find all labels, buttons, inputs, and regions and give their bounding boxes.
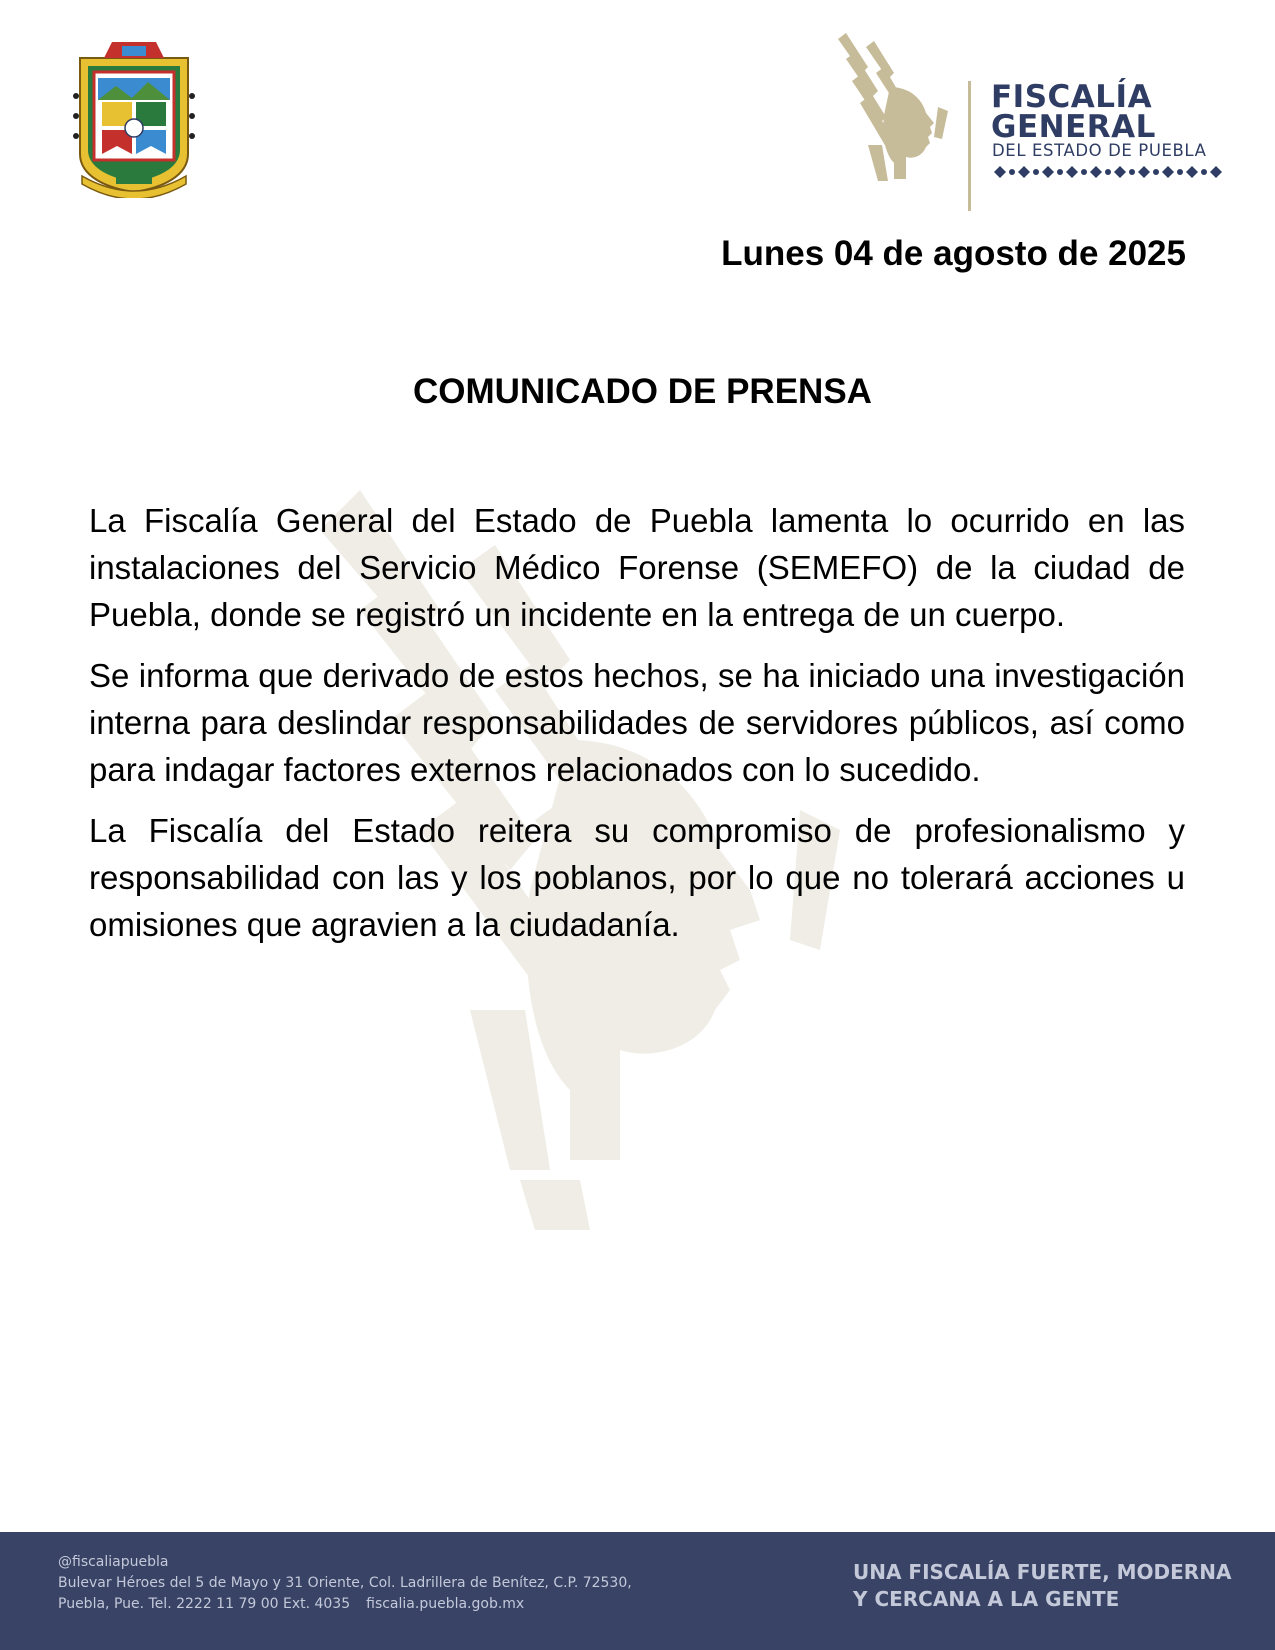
body-paragraph: La Fiscalía General del Estado de Puebla lamenta lo ocurrido en las instalaciones del Servicio Médico Forense (SEMEFO) de la ciudad de Puebla, donde se registró un incidente en la entrega de un cuerpo. — [89, 502, 1185, 633]
footer-address-line2: Puebla, Pue. Tel. 2222 11 79 00 Ext. 4035 — [58, 1596, 351, 1612]
footer-address-line1: Bulevar Héroes del 5 de Mayo y 31 Oriente, Col. Ladrillera de Benítez, C.P. 72530, — [58, 1575, 632, 1591]
release-body — [89, 497, 1185, 962]
page-footer — [0, 1532, 1275, 1650]
page-title: COMUNICADO DE PRENSA — [413, 372, 872, 411]
fge-name-line3: DEL ESTADO DE PUEBLA — [992, 141, 1207, 160]
footer-website-link[interactable]: fiscalia.puebla.gob.mx — [366, 1596, 525, 1612]
release-date: Lunes 04 de agosto de 2025 — [721, 234, 1186, 273]
slogan-line2: Y CERCANA A LA GENTE — [853, 1587, 1120, 1611]
footer-slogan — [853, 1559, 1231, 1613]
slogan-line1: UNA FISCALÍA FUERTE, MODERNA — [853, 1560, 1232, 1584]
puebla-state-seal-icon — [72, 36, 196, 198]
social-handle: @fiscaliapuebla — [58, 1554, 169, 1570]
body-paragraph: La Fiscalía del Estado reitera su compromiso de profesionalismo y responsabilidad con las y los poblanos, por lo que no tolerará acciones u omisiones que agravien a la ciudadanía. — [89, 812, 1185, 943]
talavera-pattern-icon — [992, 164, 1230, 180]
fiscalia-profile-head-icon — [838, 33, 956, 183]
footer-address-line2-row — [58, 1594, 632, 1615]
footer-contact — [58, 1552, 632, 1615]
logo-divider — [968, 81, 971, 211]
fge-name-line2: GENERAL — [991, 109, 1156, 145]
fge-name-line1: FISCALÍA — [991, 79, 1153, 115]
body-paragraph: Se informa que derivado de estos hechos, se ha iniciado una investigación interna para deslindar responsabilidades de servidores públicos, así como para indagar factores externos relacionados con lo sucedido. — [89, 657, 1185, 788]
fiscalia-general-logo — [838, 33, 1238, 183]
